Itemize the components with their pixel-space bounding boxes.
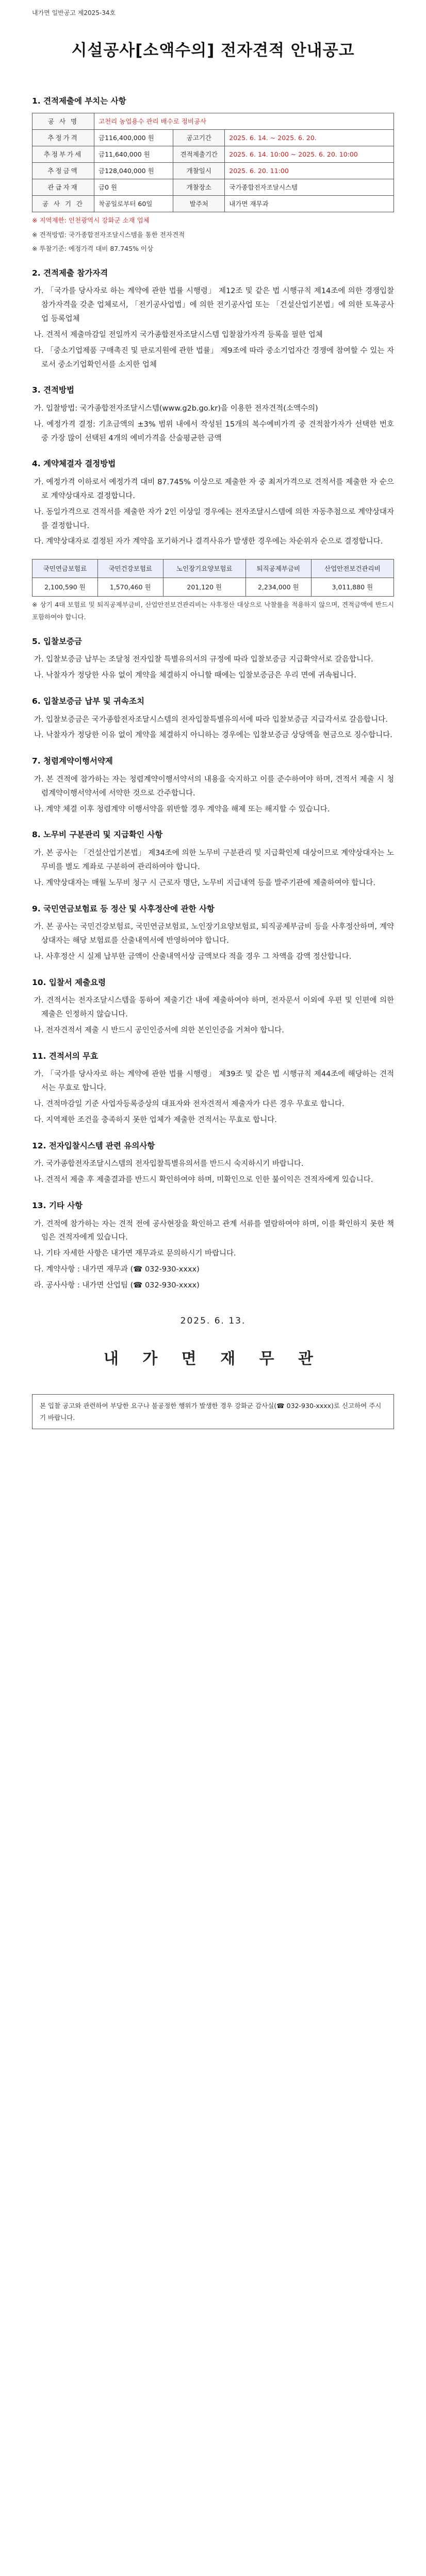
info-row	[32, 113, 394, 129]
paragraph: 가. 입찰보증금 납부는 조달청 전자입찰 특별유의서의 규정에 따라 입찰보증금 지급확약서로 갈음합니다.	[34, 655, 373, 664]
column-header: 노인장기요양보험료	[163, 560, 245, 578]
info-row	[32, 129, 394, 146]
table-cell: 2,100,590 원	[32, 578, 98, 597]
column-header: 퇴직공제부금비	[245, 560, 311, 578]
announcement-number: 내가면 일반공고 제2025-34호	[32, 9, 116, 16]
paragraph: 가. 「국가를 당사자로 하는 계약에 관한 법률 시행령」 제12조 및 같은 법 시행규칙 제14조에 의한 경쟁입찰 참가자격을 갖춘 업체로서, 「전기공사업법」에 의한 전기공사업 또는 「건설산업기본법」에 의한 토목공사업 등록업체	[34, 287, 394, 324]
paragraph: 나. 동일가격으로 견적서를 제출한 자가 2인 이상일 경우에는 전자조달시스템에 의한 자동추첨으로 계약상대자를 결정합니다.	[34, 507, 394, 530]
paragraph: 가. 본 공사는 「건설산업기본법」 제34조에 의한 노무비 구분관리 및 지급확인제 대상이므로 계약상대자는 노무비를 별도 계좌로 구분하여 관리하여야 합니다.	[34, 849, 394, 871]
section-heading: 1. 견적제출에 부치는 사항	[32, 96, 126, 106]
paragraph: 다. 지역제한 조건을 충족하지 못한 업체가 제출한 견적서는 무효로 합니다.	[34, 1115, 277, 1124]
info-label: 관급자재	[32, 179, 94, 196]
section-heading: 10. 입찰서 제출요령	[32, 977, 106, 987]
info-row	[32, 179, 394, 196]
announcement-date: 2025. 6. 13.	[180, 1315, 246, 1326]
table-cell: 2,234,000 원	[245, 578, 311, 597]
info-value: 금116,400,000 원	[94, 129, 173, 146]
paragraph: 나. 견적서 제출마감일 전일까지 국가종합전자조달시스템 입찰참가자격 등록을 필한 업체	[34, 330, 323, 339]
paragraph: 라. 공사사항 : 내가면 산업팀 (☎ 032-930-xxxx)	[34, 1281, 200, 1290]
page-title: 시설공사[소액수의] 전자견적 안내공고	[71, 41, 355, 60]
issuer-signature: 내 가 면 재 무 관	[103, 1350, 323, 1368]
info-value: 내가면 재무과	[225, 196, 394, 212]
table-row	[32, 578, 394, 597]
info-label: 추정부가세	[32, 146, 94, 162]
info-note: ※ 견적방법: 국가종합전자조달시스템을 통한 전자견적	[32, 230, 185, 239]
section-heading: 8. 노무비 구분관리 및 지급확인 사항	[32, 830, 163, 840]
info-value: 2025. 6. 14. 10:00 ~ 2025. 6. 20. 10:00	[225, 146, 394, 162]
info-row	[32, 163, 394, 179]
document-body	[32, 82, 394, 1429]
table-note: ※ 상기 4대 보험료 및 퇴직공제부금비, 산업안전보건관리비는 사후정산 대상으로 낙찰률을 적용하지 않으며, 견적금액에 반드시 포함하여야 합니다.	[32, 601, 394, 621]
info-note: ※ 지역제한: 인천광역시 강화군 소재 업체	[32, 216, 150, 225]
section-heading: 12. 전자입찰시스템 관련 유의사항	[32, 1141, 155, 1150]
paragraph: 가. 본 공사는 국민건강보험료, 국민연금보험료, 노인장기요양보험료, 퇴직공제부금비 등을 사후정산하며, 계약상대자는 해당 보험료를 산출내역서에 반영하여야 합니다.	[34, 923, 394, 945]
table-cell: 1,570,460 원	[97, 578, 163, 597]
paragraph: 가. 예정가격 이하로서 예정가격 대비 87.745% 이상으로 제출한 자 중 최저가격으로 견적서를 제출한 자 순으로 계약상대자로 결정합니다.	[34, 478, 394, 500]
section-heading: 13. 기타 사항	[32, 1200, 83, 1210]
column-header: 국민건강보험료	[97, 560, 163, 578]
section-heading: 3. 견적방법	[32, 385, 74, 395]
section-heading: 7. 청렴계약이행서약제	[32, 756, 113, 766]
paragraph: 나. 계약상대자는 매월 노무비 청구 시 근로자 명단, 노무비 지급내역 등을 발주기관에 제출하여야 합니다.	[34, 878, 376, 887]
section-heading: 4. 계약체결자 결정방법	[32, 459, 116, 469]
footer-notice: 본 입찰 공고와 관련하여 부당한 요구나 불공정한 행위가 발생한 경우 강화군 감사실(☎ 032-930-xxxx)로 신고하여 주시기 바랍니다.	[32, 1394, 394, 1429]
paragraph: 나. 견적마감일 기준 사업자등록증상의 대표자와 전자견적서 제출자가 다른 경우 무효로 합니다.	[34, 1100, 345, 1109]
project-name: 고천리 농업용수 관리 배수로 정비공사	[94, 113, 394, 129]
section-heading: 11. 견적서의 무효	[32, 1051, 99, 1061]
paragraph: 다. 「중소기업제품 구매촉진 및 판로지원에 관한 법률」 제9조에 따라 중소기업자간 경쟁에 참여할 수 있는 자로서 중소기업확인서를 소지한 업체	[34, 346, 394, 369]
section-heading: 9. 국민연금보험료 등 정산 및 사후정산에 관한 사항	[32, 904, 215, 913]
column-header: 국민연금보험료	[32, 560, 98, 578]
paragraph: 나. 기타 자세한 사항은 내가면 재무과로 문의하시기 바랍니다.	[34, 1249, 236, 1258]
paragraph: 가. 국가종합전자조달시스템의 전자입찰특별유의서를 반드시 숙지하시기 바랍니다.	[34, 1160, 304, 1168]
info-label: 공고기간	[173, 129, 225, 146]
paragraph: 나. 계약 체결 이후 청렴계약 이행서약을 위반할 경우 계약을 해제 또는 해지할 수 있습니다.	[34, 805, 330, 814]
project-info-table	[32, 113, 394, 213]
paragraph: 가. 견적서는 전자조달시스템을 통하여 제출기간 내에 제출하여야 하며, 전자문서 이외에 우편 및 인편에 의한 제출은 인정하지 않습니다.	[34, 996, 394, 1019]
info-value: 금11,640,000 원	[94, 146, 173, 162]
section-heading: 5. 입찰보증금	[32, 636, 82, 646]
info-value: 국가종합전자조달시스템	[225, 179, 394, 196]
info-label: 발주처	[173, 196, 225, 212]
section-heading: 2. 견적제출 참가자격	[32, 268, 108, 278]
paragraph: 나. 사후정산 시 실제 납부한 금액이 산출내역서상 금액보다 적을 경우 그 차액을 감액 정산합니다.	[34, 952, 352, 961]
info-label: 공 사 명	[32, 113, 94, 129]
paragraph: 나. 견적서 제출 후 제출결과를 반드시 확인하여야 하며, 미확인으로 인한 불이익은 견적자에게 있습니다.	[34, 1176, 373, 1184]
info-row	[32, 196, 394, 212]
paragraph: 가. 본 견적에 참가하는 자는 청렴계약이행서약서의 내용을 숙지하고 이를 준수하여야 하며, 견적서 제출 시 청렴계약이행서약서에 서약한 것으로 간주합니다.	[34, 775, 394, 798]
insurance-table	[32, 559, 394, 597]
info-value: 2025. 6. 14. ~ 2025. 6. 20.	[225, 129, 394, 146]
paragraph: 나. 전자견적서 제출 시 반드시 공인인증서에 의한 본인인증을 거쳐야 합니다.	[34, 1026, 284, 1035]
paragraph: 가. 입찰보증금은 국가종합전자조달시스템의 전자입찰특별유의서에 따라 입찰보증금 지급각서로 갈음합니다.	[34, 715, 388, 724]
info-label: 견적제출기간	[173, 146, 225, 162]
info-label: 개찰일시	[173, 163, 225, 179]
paragraph: 나. 낙찰자가 정당한 이유 없이 계약을 체결하지 아니하는 경우에는 입찰보증금 상당액을 현금으로 징수합니다.	[34, 731, 392, 740]
paragraph: 다. 계약사항 : 내가면 재무과 (☎ 032-930-xxxx)	[34, 1265, 200, 1274]
info-value: 금0 원	[94, 179, 173, 196]
table-cell: 3,011,880 원	[311, 578, 394, 597]
section-heading: 6. 입찰보증금 납부 및 귀속조치	[32, 696, 144, 706]
paragraph: 가. 견적에 참가하는 자는 견적 전에 공사현장을 확인하고 관계 서류를 열람하여야 하며, 이를 확인하지 못한 책임은 견적자에게 있습니다.	[34, 1219, 394, 1242]
paragraph: 가. 「국가를 당사자로 하는 계약에 관한 법률 시행령」 제39조 및 같은 법 시행규칙 제44조에 해당하는 견적서는 무효로 합니다.	[34, 1070, 394, 1093]
info-value: 2025. 6. 20. 11:00	[225, 163, 394, 179]
info-note: ※ 투찰기준: 예정가격 대비 87.745% 이상	[32, 244, 154, 252]
table-header-row	[32, 560, 394, 578]
paragraph: 가. 입찰방법: 국가종합전자조달시스템(www.g2b.go.kr)을 이용한 전자견적(소액수의)	[34, 404, 318, 413]
info-label: 추정금액	[32, 163, 94, 179]
column-header: 산업안전보건관리비	[311, 560, 394, 578]
paragraph: 다. 계약상대자로 결정된 자가 계약을 포기하거나 결격사유가 발생한 경우에는 차순위자 순으로 결정합니다.	[34, 537, 383, 546]
info-label: 추정가격	[32, 129, 94, 146]
info-row	[32, 146, 394, 162]
info-label: 공 사 기 간	[32, 196, 94, 212]
table-cell: 201,120 원	[163, 578, 245, 597]
paragraph: 나. 낙찰자가 정당한 사유 없이 계약을 체결하지 아니할 때에는 입찰보증금은 우리 면에 귀속됩니다.	[34, 671, 356, 680]
info-value: 착공일로부터 60일	[94, 196, 173, 212]
paragraph: 나. 예정가격 결정: 기초금액의 ±3% 범위 내에서 작성된 15개의 복수예비가격 중 견적참가자가 선택한 번호 중 가장 많이 선택된 4개의 예비가격을 산술평균한 금액	[34, 420, 394, 443]
info-label: 개찰장소	[173, 179, 225, 196]
info-value: 금128,040,000 원	[94, 163, 173, 179]
